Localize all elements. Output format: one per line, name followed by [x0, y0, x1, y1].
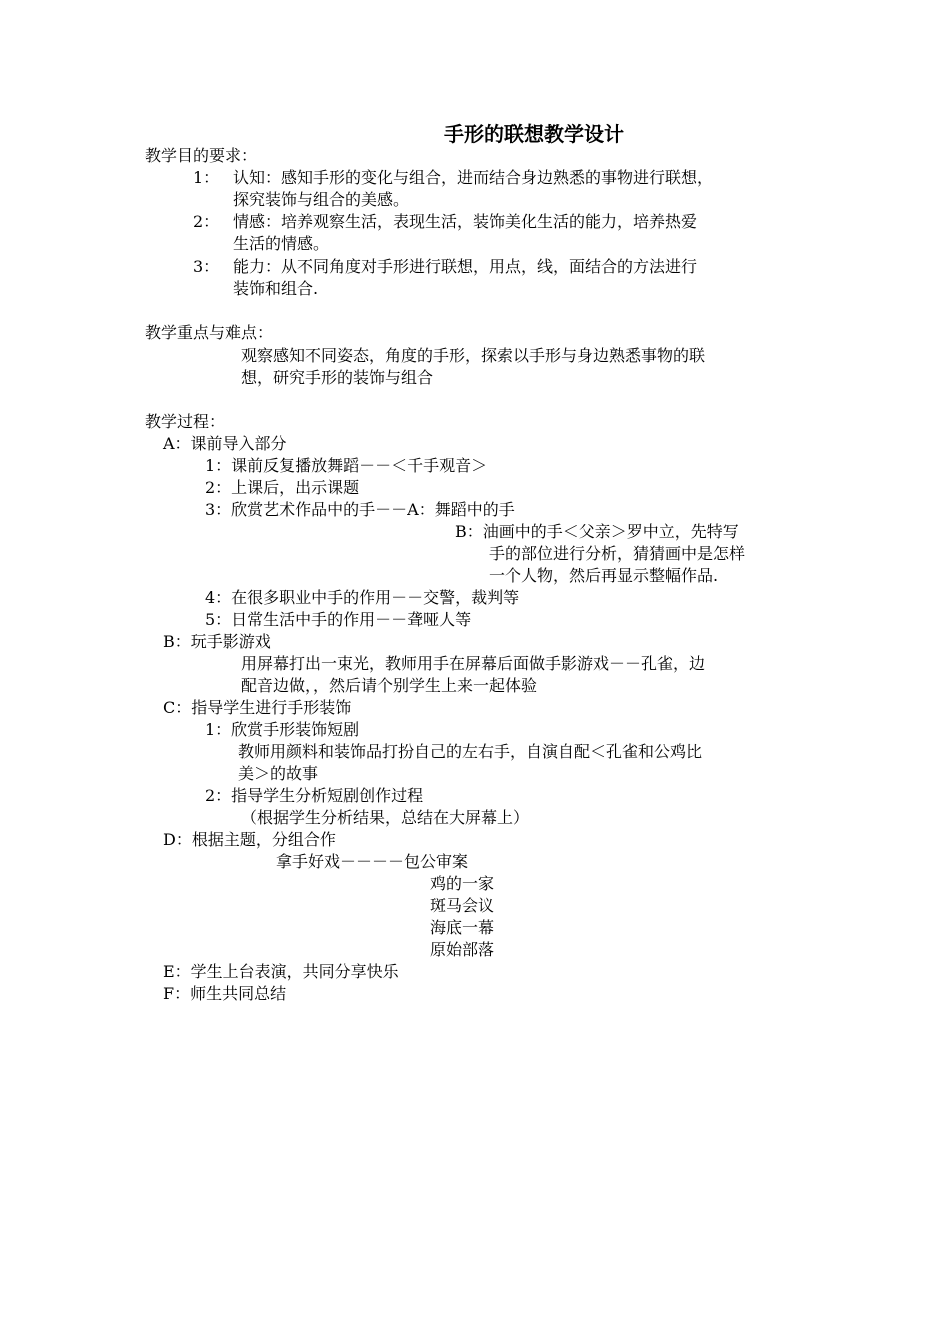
- section-c-step-2-note: （根据学生分析结果，总结在大屏幕上）: [241, 808, 530, 827]
- section-c-step-2: 2：指导学生分析短剧创作过程: [205, 786, 424, 805]
- section-c-step-1: 1：欣赏手形装饰短剧: [205, 720, 360, 739]
- process-heading: 教学过程：: [145, 412, 226, 431]
- section-a-step-3b-line1: B：油画中的手＜父亲＞罗中立，先特写: [455, 522, 739, 541]
- section-d-item-2: 斑马会议: [430, 896, 495, 915]
- objective-2-line2: 生活的情感。: [233, 234, 330, 253]
- section-a-step-3b-line2: 手的部位进行分析，猜猜画中是怎样: [489, 544, 746, 563]
- section-d-lead: 拿手好戏－－－－包公审案: [276, 852, 469, 871]
- section-b-line2: 配音边做，，然后请个别学生上来一起体验: [241, 676, 538, 695]
- section-c-step-1-line2: 美＞的故事: [238, 764, 319, 783]
- section-b-label: B：玩手影游戏: [163, 632, 271, 651]
- objective-num-1: 1：: [193, 168, 220, 187]
- objective-1-line2: 探究装饰与组合的美感。: [233, 190, 410, 209]
- objective-3-line2: 装饰和组合.: [233, 279, 319, 298]
- objective-num-2: 2：: [193, 212, 220, 231]
- section-d-item-3: 海底一幕: [430, 918, 495, 937]
- section-a-step-1: 1：课前反复播放舞蹈－－＜千手观音＞: [205, 456, 488, 475]
- section-d-item-1: 鸡的一家: [430, 874, 495, 893]
- section-a-step-3: 3：欣赏艺术作品中的手－－A：舞蹈中的手: [205, 500, 515, 519]
- section-a-label: A：课前导入部分: [163, 434, 287, 453]
- objective-3-line1: 能力：从不同角度对手形进行联想，用点，线，面结合的方法进行: [233, 257, 698, 276]
- section-c-label: C：指导学生进行手形装饰: [163, 698, 352, 717]
- key-points-heading: 教学重点与难点：: [145, 323, 274, 342]
- document-title: 手形的联想教学设计: [444, 122, 624, 146]
- objective-num-3: 3：: [193, 257, 220, 276]
- section-c-step-1-line1: 教师用颜料和装饰品打扮自己的左右手，自演自配＜孔雀和公鸡比: [238, 742, 703, 761]
- section-f-label: F：师生共同总结: [163, 984, 287, 1003]
- section-a-step-5: 5：日常生活中手的作用－－聋哑人等: [205, 610, 472, 629]
- section-d-label: D：根据主题，分组合作: [163, 830, 336, 849]
- section-a-step-2: 2：上课后，出示课题: [205, 478, 360, 497]
- section-a-step-3b-line3: 一个人物，然后再显示整幅作品.: [489, 566, 719, 585]
- objective-1-line1: 认知：感知手形的变化与组合，进而结合身边熟悉的事物进行联想，: [233, 168, 714, 187]
- key-points-line1: 观察感知不同姿态，角度的手形，探索以手形与身边熟悉事物的联: [241, 346, 706, 365]
- objective-2-line1: 情感：培养观察生活，表现生活，装饰美化生活的能力，培养热爱: [233, 212, 698, 231]
- section-e-label: E：学生上台表演，共同分享快乐: [163, 962, 399, 981]
- objectives-heading: 教学目的要求：: [145, 146, 258, 165]
- section-d-item-4: 原始部落: [430, 940, 495, 959]
- section-b-line1: 用屏幕打出一束光，教师用手在屏幕后面做手影游戏－－孔雀，边: [241, 654, 706, 673]
- key-points-line2: 想，研究手形的装饰与组合: [241, 368, 434, 387]
- section-a-step-4: 4：在很多职业中手的作用－－交警，裁判等: [205, 588, 520, 607]
